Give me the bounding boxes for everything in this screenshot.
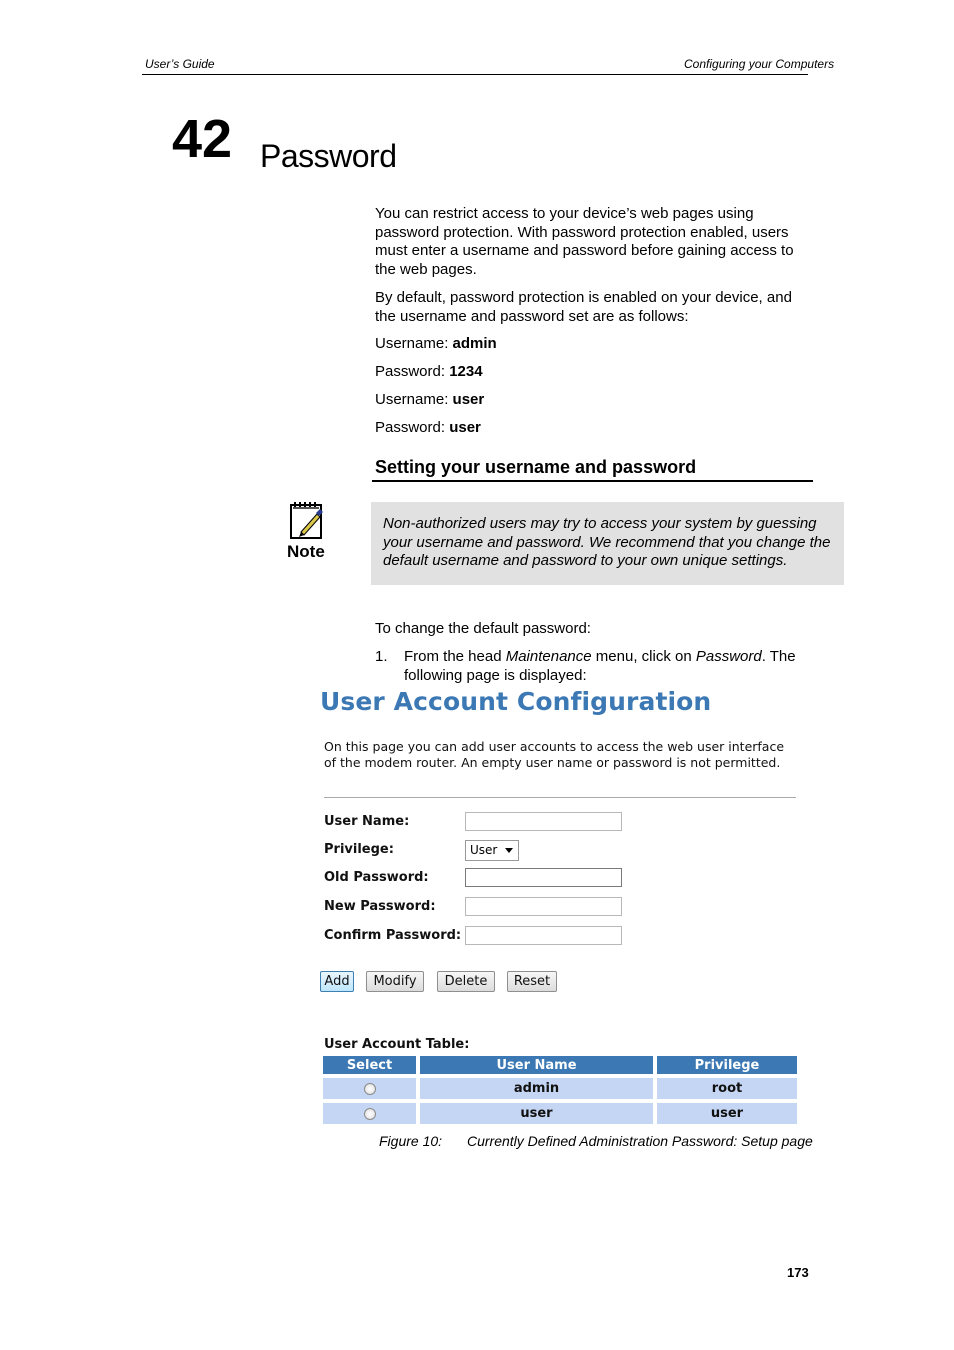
note-label: Note: [287, 542, 325, 561]
account-table-title: User Account Table:: [324, 1037, 470, 1052]
figure-caption: Currently Defined Administration Password: Setup page: [467, 1133, 813, 1149]
privilege-label: Privilege:: [324, 842, 394, 857]
credential-value: user: [449, 419, 481, 436]
add-button[interactable]: Add: [320, 971, 354, 992]
new-password-input[interactable]: [465, 897, 622, 916]
table-cell-privilege: user: [657, 1103, 797, 1124]
menu-name: Maintenance: [505, 648, 592, 665]
steps-lead: To change the default password:: [375, 620, 591, 637]
section-rule: [372, 480, 813, 482]
credential-label: Password:: [375, 419, 450, 436]
credential-label: Username:: [375, 391, 453, 408]
link-name: Password: [695, 648, 762, 665]
figure-label: Figure 10:: [379, 1133, 443, 1149]
step-number: 1.: [375, 648, 388, 665]
column-header-privilege: Privilege: [657, 1056, 797, 1074]
credential-value: 1234: [449, 363, 483, 380]
chapter-title: Password: [260, 138, 397, 174]
row-select-radio[interactable]: [364, 1108, 376, 1120]
header-rule: [142, 74, 808, 75]
step-text-mid: menu, click on: [591, 648, 696, 665]
chevron-down-icon: [505, 848, 513, 853]
reset-button[interactable]: Reset: [507, 971, 557, 992]
ui-divider: [324, 797, 796, 798]
privilege-select-value: User: [470, 843, 498, 857]
step-text: [404, 648, 824, 685]
intro-paragraph-2: By default, password protection is enabled on your device, and the username and password set are as follows:: [375, 289, 792, 325]
credential-line: [375, 391, 815, 410]
table-cell-select: [323, 1103, 416, 1124]
step-text-post: . The following page is displayed:: [404, 648, 796, 684]
modify-button[interactable]: Modify: [366, 971, 424, 992]
running-header-left: User’s Guide: [145, 57, 215, 71]
column-header-select: Select: [323, 1056, 416, 1074]
intro-paragraph-1: You can restrict access to your device’s web pages using password protection. With password protection enabled, users must enter a username and password before gaining access to the web pages.: [375, 205, 794, 278]
credential-label: Password:: [375, 363, 450, 380]
table-cell-privilege: root: [657, 1078, 797, 1099]
section-heading: Setting your username and password: [375, 457, 697, 477]
confirm-password-label: Confirm Password:: [324, 928, 462, 943]
note-text: Non-authorized users may try to access your system by guessing your username and password. We recommend that you change the default username and password to your own unique settings.: [383, 515, 831, 569]
ui-intro-text: On this page you can add user accounts to access the web user interface of the modem router. An empty user name or password is not permitted.: [324, 739, 785, 770]
user-name-label: User Name:: [324, 814, 410, 829]
delete-button[interactable]: Delete: [437, 971, 495, 992]
ui-page-title: User Account Configuration: [320, 687, 712, 716]
credential-value: user: [452, 391, 485, 408]
user-name-input[interactable]: [465, 812, 622, 831]
credential-value: admin: [452, 335, 497, 352]
new-password-label: New Password:: [324, 899, 436, 914]
old-password-input[interactable]: [465, 868, 622, 887]
confirm-password-input[interactable]: [465, 926, 622, 945]
running-header-right: Configuring your Computers: [684, 57, 835, 71]
old-password-label: Old Password:: [324, 870, 429, 885]
table-cell-select: [323, 1078, 416, 1099]
note-box: [371, 502, 844, 585]
credential-line: [375, 335, 815, 354]
credential-label: Username:: [375, 335, 453, 352]
table-cell-user-name: admin: [420, 1078, 653, 1099]
credential-line: [375, 419, 815, 438]
step-text-pre: From the head: [404, 648, 506, 665]
page-number: 173: [787, 1265, 809, 1280]
table-cell-user-name: user: [420, 1103, 653, 1124]
credential-line: [375, 363, 815, 382]
note-pad-icon: [289, 502, 325, 540]
chapter-number: 42: [172, 109, 233, 169]
privilege-select[interactable]: [465, 840, 519, 861]
column-header-user-name: User Name: [420, 1056, 653, 1074]
row-select-radio[interactable]: [364, 1083, 376, 1095]
